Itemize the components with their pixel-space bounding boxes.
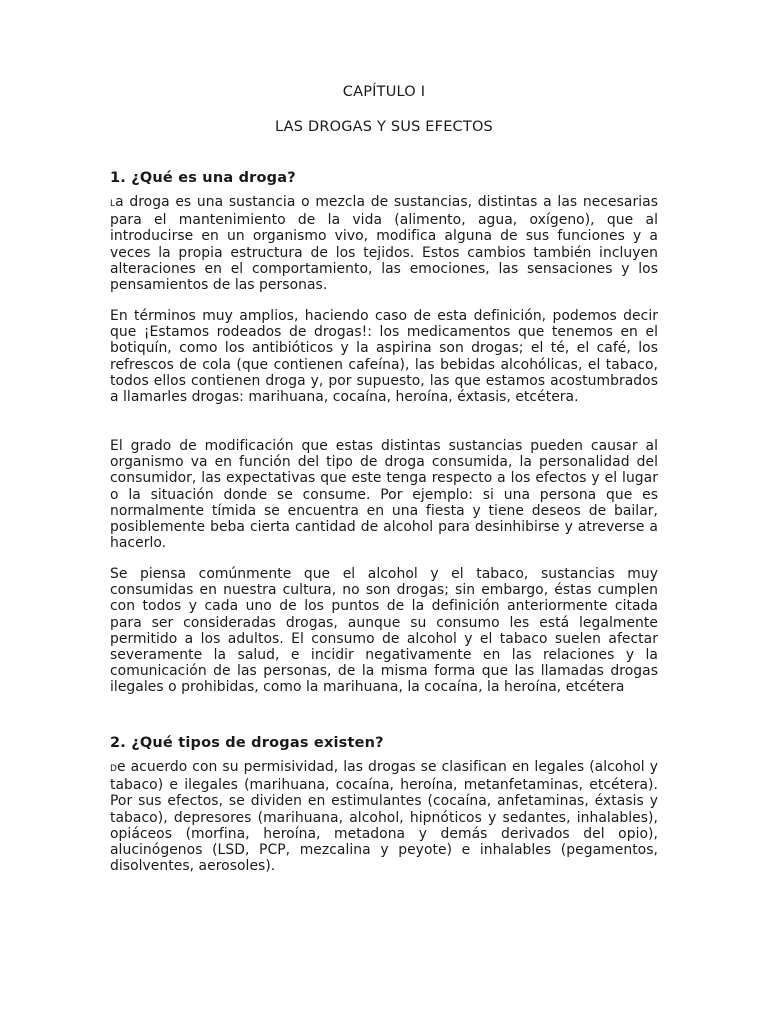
paragraph-initial: L	[110, 199, 116, 209]
chapter-title: LAS DROGAS Y SUS EFECTOS	[275, 119, 493, 135]
section-heading-1: 1. ¿Qué es una droga?	[110, 170, 296, 186]
chapter-label: CAPÍTULO I	[342, 84, 426, 100]
paragraph-4: Se piensa comúnmente que el alcohol y el tabaco, sustancias muy consumidas en nuestra cultura, no son drogas; sin embargo, éstas cumplen con todos y cada uno de los puntos de la definición anteriormente citada para ser consideradas drogas, aunque su consumo les está legalmente permitido a los adultos. El consumo de alcohol y el tabaco suelen afectar severamente la salud, e incidir negativamente en las relaciones y la comunicación de las personas, de la misma forma que las llamadas drogas ilegales o prohibidas, como la marihuana, la cocaína, la heroína, etcétera	[110, 566, 658, 696]
paragraph-3: El grado de modificación que estas distintas sustancias pueden causar al organismo va en función del tipo de droga consumida, la personalidad del consumidor, las expectativas que este tenga respecto a los efectos y el lugar o la situación donde se consume. Por ejemplo: si una persona que es normalmente tímida se encuentra en una fiesta y tiene deseos de bailar, posiblemente beba cierta cantidad de alcohol para desinhibirse y atreverse a hacerlo.	[110, 438, 658, 552]
paragraph-initial: D	[110, 764, 117, 774]
paragraph-text: e acuerdo con su permisividad, las drogas se clasifican en legales (alcohol y tabaco) e ilegales (marihuana, cocaína, heroína, metanfetaminas, etcétera). Por sus efectos, se dividen en estimulantes (cocaína, anfetaminas, éxtasis y tabaco), depresores (marihuana, alcohol, hipnóticos y sedantes, inhalables), opiáceos (morfina, heroína, metadona y demás derivados del opio), alucinógenos (LSD, PCP, mezcalina y peyote) e inhalables (pegamentos, disolventes, aerosoles).	[110, 759, 658, 875]
paragraph-5	[110, 759, 658, 874]
paragraph-text: a droga es una sustancia o mezcla de sustancias, distintas a las necesarias para el mantenimiento de la vida (alimento, agua, oxígeno), que al introducirse en un organismo vivo, modifica alguna de sus funciones y a veces la propia estructura de los tejidos. Estos cambios también incluyen alteraciones en el comportamiento, las emociones, las sensaciones y los pensamientos de las personas.	[110, 194, 658, 294]
paragraph-2: En términos muy amplios, haciendo caso de esta definición, podemos decir que ¡Estamos rodeados de drogas!: los medicamentos que tenemos en el botiquín, como los antibióticos y la aspirina son drogas; el té, el café, los refrescos de cola (que contienen cafeína), las bebidas alcohólicas, el tabaco, todos ellos contienen droga y, por supuesto, las que estamos acostumbrados a llamarles drogas: marihuana, cocaína, heroína, éxtasis, etcétera.	[110, 308, 658, 406]
document-page	[110, 0, 658, 1024]
section-heading-2: 2. ¿Qué tipos de drogas existen?	[110, 735, 384, 751]
paragraph-1	[110, 194, 658, 293]
